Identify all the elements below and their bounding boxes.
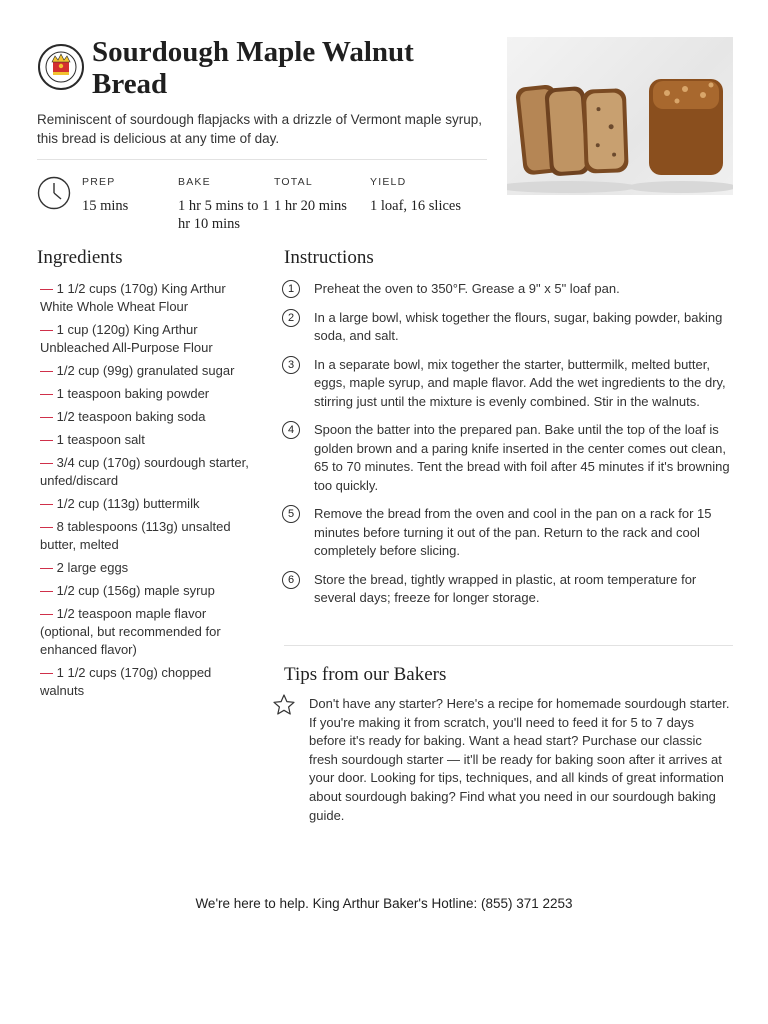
ingredient-dash: — bbox=[40, 455, 53, 470]
ingredient-item: — 1/2 teaspoon baking soda bbox=[40, 409, 206, 424]
bread-photo bbox=[507, 37, 733, 195]
prep-value: 15 mins bbox=[82, 198, 129, 214]
instructions-list bbox=[282, 280, 734, 618]
ingredient-dash: — bbox=[40, 363, 53, 378]
ingredient-item: — 1 cup (120g) King Arthur Unbleached All-Purpose Flour bbox=[40, 322, 213, 355]
instruction-step: 6 Store the bread, tightly wrapped in plastic, at room temperature for several days; freeze for longer storage. bbox=[282, 571, 734, 608]
ingredient-dash: — bbox=[40, 409, 53, 424]
ingredient-item: — 3/4 cup (170g) sourdough starter, unfed/discard bbox=[40, 455, 249, 488]
total-time bbox=[274, 176, 366, 215]
ingredients-list bbox=[40, 280, 255, 705]
recipe-subtitle: Reminiscent of sourdough flapjacks with a drizzle of Vermont maple syrup, this bread is delicious at any time of day. bbox=[37, 112, 482, 146]
step-number: 5 bbox=[282, 505, 300, 523]
ingredient-dash: — bbox=[40, 281, 53, 296]
ingredient-item: — 1/2 cup (113g) buttermilk bbox=[40, 496, 200, 511]
instruction-step: 5 Remove the bread from the oven and cool in the pan on a rack for 15 minutes before turning it out of the pan. Return to the rack and cool completely before slicing. bbox=[282, 505, 734, 561]
ingredient-item: — 1/2 cup (99g) granulated sugar bbox=[40, 363, 235, 378]
ingredient-item: — 8 tablespoons (113g) unsalted butter, melted bbox=[40, 519, 231, 552]
star-icon bbox=[272, 693, 296, 717]
ingredient-item: — 2 large eggs bbox=[40, 560, 129, 575]
bake-value: 1 hr 5 mins to 1 hr 10 mins bbox=[178, 198, 270, 232]
tips-heading: Tips from our Bakers bbox=[284, 664, 447, 685]
ingredient-dash: — bbox=[40, 606, 53, 621]
ingredient-dash: — bbox=[40, 432, 53, 447]
ingredients-heading: Ingredients bbox=[37, 247, 123, 268]
step-number: 6 bbox=[282, 571, 300, 589]
king-arthur-logo bbox=[38, 44, 84, 90]
ingredient-dash: — bbox=[40, 583, 53, 598]
page-title: Sourdough Maple Walnut Bread bbox=[92, 36, 414, 100]
yield-label: YIELD bbox=[370, 176, 407, 188]
ingredient-dash: — bbox=[40, 665, 53, 680]
step-number: 2 bbox=[282, 309, 300, 327]
step-number: 4 bbox=[282, 421, 300, 439]
total-label: TOTAL bbox=[274, 176, 313, 188]
ingredient-dash: — bbox=[40, 322, 53, 337]
yield-value: 1 loaf, 16 slices bbox=[370, 198, 462, 214]
instructions-heading: Instructions bbox=[284, 247, 374, 268]
instruction-step: 4 Spoon the batter into the prepared pan. Bake until the top of the loaf is golden brown and a paring knife inserted in the center comes out clean, 65 to 70 minutes. Tent the bread with foil after 45 minutes if it's browning too quickly. bbox=[282, 421, 734, 495]
ingredient-item: — 1 1/2 cups (170g) chopped walnuts bbox=[40, 665, 212, 698]
tips-divider bbox=[284, 645, 733, 646]
clock-icon bbox=[37, 176, 71, 210]
ingredient-dash: — bbox=[40, 519, 53, 534]
ingredient-item: — 1 teaspoon salt bbox=[40, 432, 145, 447]
ingredient-item: — 1 teaspoon baking powder bbox=[40, 386, 210, 401]
hotline-footer: We're here to help. King Arthur Baker's Hotline: (855) 371 2253 bbox=[195, 896, 573, 911]
total-value: 1 hr 20 mins bbox=[274, 198, 347, 214]
ingredient-dash: — bbox=[40, 386, 53, 401]
ingredient-item: — 1 1/2 cups (170g) King Arthur White Whole Wheat Flour bbox=[40, 281, 226, 314]
ingredient-dash: — bbox=[40, 496, 53, 511]
bake-time bbox=[178, 176, 270, 233]
step-number: 3 bbox=[282, 356, 300, 374]
header-divider bbox=[37, 159, 487, 160]
ingredient-dash: — bbox=[40, 560, 53, 575]
instruction-step: 2 In a large bowl, whisk together the flours, sugar, baking powder, baking soda, and salt. bbox=[282, 309, 734, 346]
ingredient-item: — 1/2 cup (156g) maple syrup bbox=[40, 583, 215, 598]
prep-label: PREP bbox=[82, 176, 116, 188]
instruction-step: 1 Preheat the oven to 350°F. Grease a 9" x 5" loaf pan. bbox=[282, 280, 734, 299]
yield bbox=[370, 176, 490, 215]
step-number: 1 bbox=[282, 280, 300, 298]
instruction-step: 3 In a separate bowl, mix together the starter, buttermilk, melted butter, eggs, maple syrup, and maple flavor. Add the wet ingredients to the dry, stirring just until the mixture is evenly combined. Stir in the walnuts. bbox=[282, 356, 734, 412]
tips-text: Don't have any starter? Here's a recipe for homemade sourdough starter. If you're making it from scratch, you'll need to feed it for 5 to 7 days before it's ready for baking. Want a head start? Purchase our classic fresh sourdough starter — it'll be ready for baking soon after it arrives at your door. Looking for tips, techniques, and all kinds of great information about sourdough baking? Find what you need in our sourdough baking guide. bbox=[309, 696, 730, 823]
ingredient-item: — 1/2 teaspoon maple flavor (optional, but recommended for enhanced flavor) bbox=[40, 606, 221, 657]
prep-time bbox=[82, 176, 172, 215]
bake-label: BAKE bbox=[178, 176, 211, 188]
